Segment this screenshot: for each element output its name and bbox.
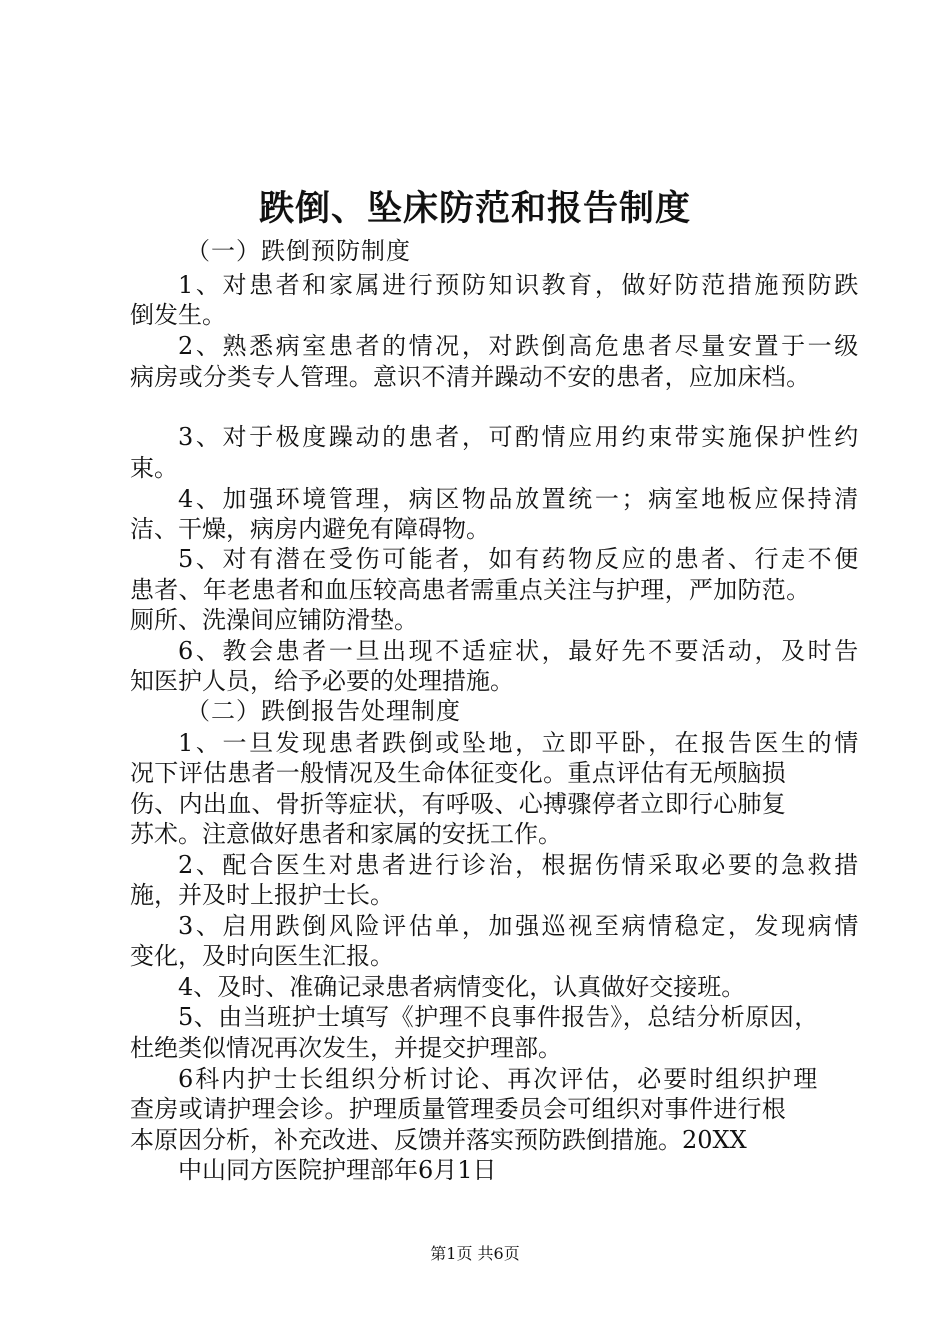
paragraph-line: 本原因分析，补充改进、反馈并落实预防跌倒措施。20XX <box>130 1126 747 1154</box>
paragraph-line: 束。 <box>130 454 178 482</box>
paragraph-line: 2、熟悉病室患者的情况，对跌倒高危患者尽量安置于一级 <box>178 332 861 360</box>
section-heading-reporting: （二）跌倒报告处理制度 <box>186 697 461 725</box>
paragraph-line: 5、对有潜在受伤可能者，如有药物反应的患者、行走不便 <box>178 545 861 573</box>
page-number: 第1页 共6页 <box>430 1244 520 1263</box>
paragraph-line: 杜绝类似情况再次发生，并提交护理部。 <box>130 1034 562 1062</box>
paragraph-line: 2、配合医生对患者进行诊治，根据伤情采取必要的急救措 <box>178 851 861 879</box>
paragraph-line: 洁、干燥，病房内避免有障碍物。 <box>130 515 490 543</box>
paragraph-line: 4、及时、准确记录患者病情变化，认真做好交接班。 <box>178 973 746 1001</box>
paragraph-line: 1、一旦发现患者跌倒或坠地，立即平卧，在报告医生的情 <box>178 729 861 757</box>
paragraph-line: 伤、内出血、骨折等症状，有呼吸、心搏骤停者立即行心肺复 <box>130 790 787 818</box>
paragraph-line: 6、教会患者一旦出现不适症状，最好先不要活动，及时告 <box>178 637 861 665</box>
paragraph-line: 厕所、洗澡间应铺防滑垫。 <box>130 606 418 634</box>
paragraph-line: 知医护人员，给予必要的处理措施。 <box>130 667 514 695</box>
paragraph-line: 3、对于极度躁动的患者，可酌情应用约束带实施保护性约 <box>178 423 861 451</box>
paragraph-line: 4、加强环境管理，病区物品放置统一；病室地板应保持清 <box>178 485 861 513</box>
section-heading-prevention: （一）跌倒预防制度 <box>186 237 411 265</box>
signature-line: 中山同方医院护理部年6月1日 <box>178 1156 497 1184</box>
paragraph-line: 施，并及时上报护士长。 <box>130 881 394 909</box>
paragraph-line: 6科内护士长组织分析讨论、再次评估，必要时组织护理 <box>178 1065 820 1093</box>
paragraph-line: 5、由当班护士填写《护理不良事件报告》，总结分析原因， <box>178 1003 819 1031</box>
paragraph-line: 苏术。注意做好患者和家属的安抚工作。 <box>130 820 562 848</box>
paragraph-line: 1、对患者和家属进行预防知识教育，做好防范措施预防跌 <box>178 271 861 299</box>
paragraph-line: 3、启用跌倒风险评估单，加强巡视至病情稳定，发现病情 <box>178 912 861 940</box>
document-title: 跌倒、坠床防范和报告制度 <box>258 188 691 229</box>
paragraph-line: 病房或分类专人管理。意识不清并躁动不安的患者，应加床档。 <box>130 363 811 391</box>
paragraph-line: 倒发生。 <box>130 301 226 329</box>
paragraph-line: 患者、年老患者和血压较高患者需重点关注与护理，严加防范。 <box>130 576 811 604</box>
paragraph-line: 变化，及时向医生汇报。 <box>130 942 394 970</box>
paragraph-line: 查房或请护理会诊。护理质量管理委员会可组织对事件进行根 <box>130 1095 787 1123</box>
paragraph-line: 况下评估患者一般情况及生命体征变化。重点评估有无颅脑损 <box>130 759 787 787</box>
